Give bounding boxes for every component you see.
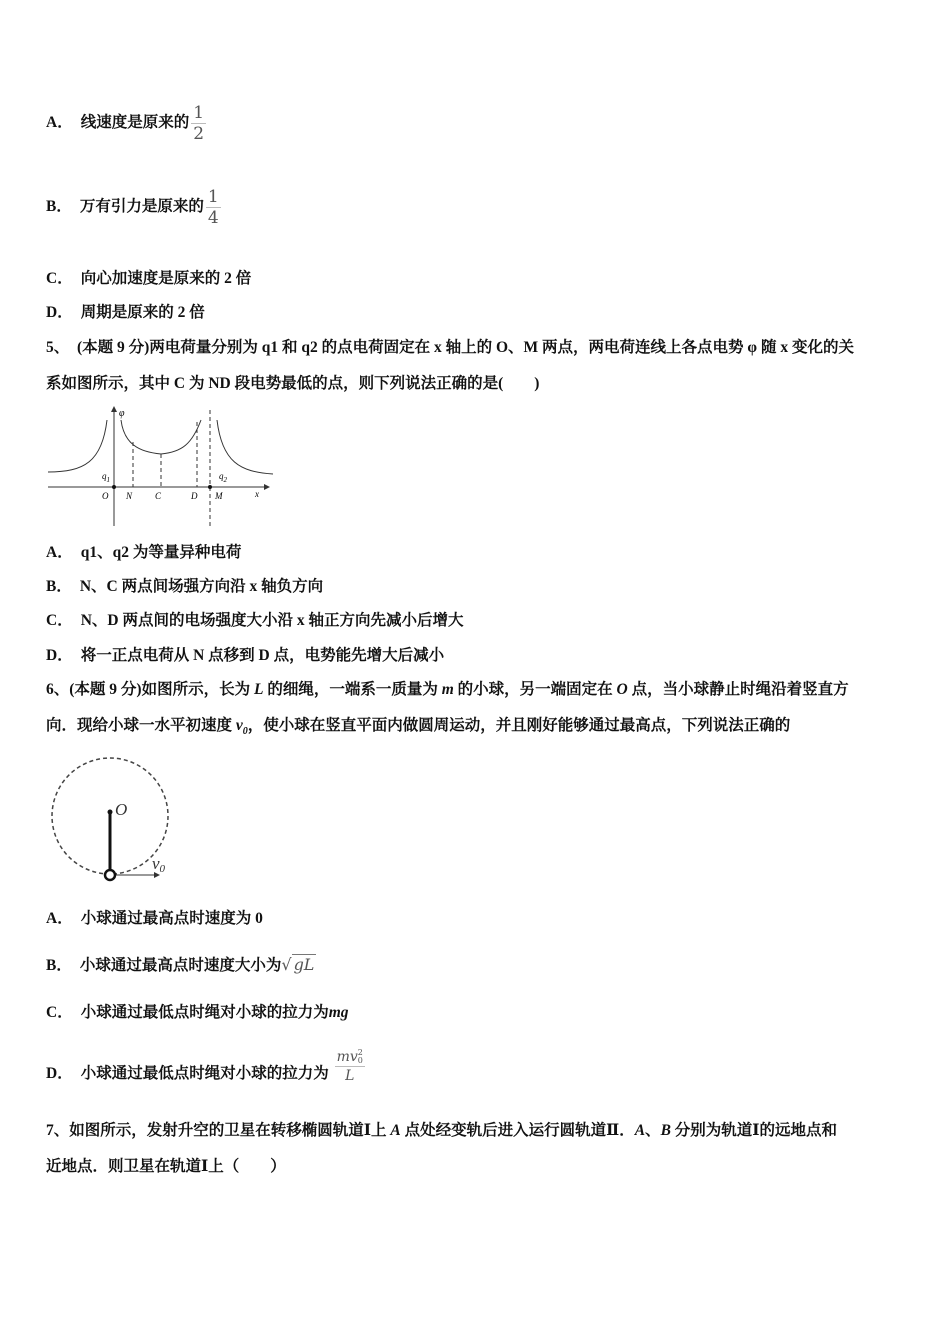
q6-option-a[interactable] bbox=[46, 909, 263, 929]
q5-option-b[interactable] bbox=[46, 577, 323, 597]
q4-option-c-label: C． bbox=[46, 270, 73, 287]
q4-option-a[interactable] bbox=[46, 103, 206, 144]
q4-option-c[interactable] bbox=[46, 269, 251, 289]
q4-option-a-text: 线速度是原来的 bbox=[80, 114, 190, 132]
x-label: x bbox=[255, 489, 259, 499]
q7-stem-c: 分别为轨道Ⅰ的远地点和 bbox=[674, 1122, 838, 1139]
q6-option-c-text: 小球通过最低点时绳对小球的拉力为 bbox=[80, 1004, 329, 1021]
x-axis-arrow bbox=[264, 484, 270, 490]
q6-option-c[interactable] bbox=[46, 1003, 349, 1023]
q6-var-v0-letter: v bbox=[235, 717, 243, 734]
q6-stem-prefix: (本题 9 分)如图所示，长为 bbox=[69, 681, 251, 698]
fraction-numerator: mv bbox=[336, 1049, 358, 1065]
q6-var-m: m bbox=[441, 681, 454, 698]
q7-var-B: B bbox=[660, 1122, 671, 1139]
C-label: C bbox=[155, 491, 162, 501]
q6-stem-mid2: 的小球，另一端固定在 bbox=[457, 681, 613, 698]
q5-option-c-text: N、D 两点间的电场强度大小沿 x 轴正方向先减小后增大 bbox=[80, 612, 464, 629]
q6-option-b[interactable] bbox=[46, 955, 316, 976]
q7-stem-line2: 近地点．则卫星在轨道Ⅰ上（ ） bbox=[46, 1158, 286, 1175]
M-label: M bbox=[215, 491, 223, 501]
fraction-one-quarter: $\frac{1}{4}$ bbox=[207, 187, 219, 228]
fraction-numerator-sub: 0 bbox=[357, 1056, 363, 1065]
q6-stem bbox=[46, 672, 908, 750]
q6-option-d[interactable] bbox=[46, 1048, 365, 1093]
q4-option-c-text: 向心加速度是原来的 2 倍 bbox=[80, 270, 252, 287]
q6-var-v0 bbox=[235, 717, 248, 738]
q5-option-a-text: q1、q2 为等量异种电荷 bbox=[80, 544, 242, 561]
q1-label-letter: q bbox=[102, 471, 107, 481]
fraction-numerator-sup: 2 bbox=[357, 1048, 363, 1057]
q7-stem-b: 点处经变轨后进入运行圆轨道Ⅱ． bbox=[404, 1122, 635, 1139]
q6-var-L: L bbox=[253, 681, 264, 698]
velocity-label bbox=[152, 854, 166, 875]
q4-option-b-text: 万有引力是原来的 bbox=[79, 198, 204, 216]
q5-stem bbox=[46, 330, 908, 402]
q6-stem-line2-a: 向．现给小球一水平初速度 bbox=[46, 717, 233, 734]
q5-number: 5、 bbox=[46, 339, 70, 356]
q6-stem-line2-b: ，使小球在竖直平面内做圆周运动，并且刚好能够通过最高点，下列说法正确的 bbox=[247, 717, 791, 734]
q4-option-b-label: B． bbox=[46, 198, 72, 216]
fraction-mv0-squared-over-L bbox=[335, 1048, 365, 1085]
q7-sep: 、 bbox=[645, 1122, 661, 1139]
q5-option-a-label: A． bbox=[46, 544, 73, 561]
q5-option-c-label: C． bbox=[46, 612, 73, 629]
q7-var-A2: A bbox=[634, 1122, 646, 1139]
potential-curve-left bbox=[48, 420, 107, 472]
q5-stem-line2: 系如图所示，其中 C 为 ND 段电势最低的点，则下列说法正确的是( ) bbox=[46, 375, 540, 392]
ball bbox=[105, 870, 115, 880]
q5-option-c[interactable] bbox=[46, 611, 463, 631]
q6-option-b-label: B． bbox=[46, 957, 72, 974]
sqrt-gL: √ gL bbox=[281, 955, 315, 974]
O-label: O bbox=[102, 491, 109, 501]
q6-stem-mid3: 点，当小球静止时绳沿着竖直方 bbox=[631, 681, 849, 698]
q6-var-O: O bbox=[616, 681, 628, 698]
q2-label-sub: 2 bbox=[223, 476, 227, 484]
q6-option-c-label: C． bbox=[46, 1004, 73, 1021]
potential-graph bbox=[44, 404, 280, 528]
q6-option-c-mg: mg bbox=[328, 1004, 349, 1021]
q4-option-d-label: D． bbox=[46, 304, 73, 321]
q5-stem-line1: (本题 9 分)两电荷量分别为 q1 和 q2 的点电荷固定在 x 轴上的 O、M 两点，两电荷连线上各点电势 φ 随 x 变化的关 bbox=[77, 339, 854, 356]
N-label: N bbox=[126, 491, 133, 501]
pivot-point bbox=[108, 810, 113, 815]
q6-option-d-text: 小球通过最低点时绳对小球的拉力为 bbox=[80, 1065, 329, 1083]
q6-option-b-text: 小球通过最高点时速度大小为 bbox=[79, 957, 282, 974]
q7-stem bbox=[46, 1113, 908, 1185]
q5-option-b-label: B． bbox=[46, 578, 72, 595]
fraction-denominator: L bbox=[345, 1068, 355, 1084]
q4-option-a-label: A． bbox=[46, 114, 73, 132]
potential-curve-middle bbox=[121, 420, 201, 454]
q1-label-sub: 1 bbox=[106, 476, 110, 484]
q6-number: 6、 bbox=[46, 681, 70, 698]
q5-option-a[interactable] bbox=[46, 543, 241, 563]
charge-q2-dot bbox=[208, 485, 212, 489]
velocity-label-sub: 0 bbox=[159, 863, 166, 875]
sqrt-radicand: gL bbox=[293, 955, 315, 974]
q6-option-d-label: D． bbox=[46, 1065, 73, 1083]
phi-axis-arrow bbox=[111, 406, 117, 412]
q7-number: 7、 bbox=[46, 1122, 70, 1139]
q7-var-A: A bbox=[390, 1122, 401, 1139]
pivot-label-O: O bbox=[115, 800, 128, 819]
velocity-label-letter: v bbox=[152, 854, 160, 873]
q6-var-v0-sub: 0 bbox=[242, 726, 248, 738]
q6-stem-mid1: 的细绳，一端系一质量为 bbox=[267, 681, 438, 698]
q6-option-a-label: A． bbox=[46, 910, 73, 927]
pendulum-figure bbox=[46, 756, 182, 884]
potential-curve-right bbox=[217, 420, 273, 474]
phi-label: φ bbox=[119, 408, 125, 419]
fraction-one-half: $\frac{1}{2}$ bbox=[193, 103, 205, 144]
q4-option-b[interactable] bbox=[46, 187, 221, 228]
q2-label bbox=[219, 471, 228, 484]
q6-option-a-text: 小球通过最高点时速度为 0 bbox=[80, 910, 263, 927]
q2-label-letter: q bbox=[219, 471, 224, 481]
q5-option-b-text: N、C 两点间场强方向沿 x 轴负方向 bbox=[79, 578, 324, 595]
D-label: D bbox=[191, 491, 198, 501]
q4-option-d-text: 周期是原来的 2 倍 bbox=[80, 304, 205, 321]
q5-option-d-label: D． bbox=[46, 647, 73, 664]
q4-option-d[interactable] bbox=[46, 303, 205, 323]
charge-q1-dot bbox=[112, 485, 116, 489]
q1-label bbox=[102, 471, 110, 484]
q7-stem-a: 如图所示，发射升空的卫星在转移椭圆轨道Ⅰ上 bbox=[69, 1122, 387, 1139]
q5-option-d[interactable] bbox=[46, 646, 444, 666]
q5-option-d-text: 将一正点电荷从 N 点移到 D 点，电势能先增大后减小 bbox=[80, 647, 445, 664]
